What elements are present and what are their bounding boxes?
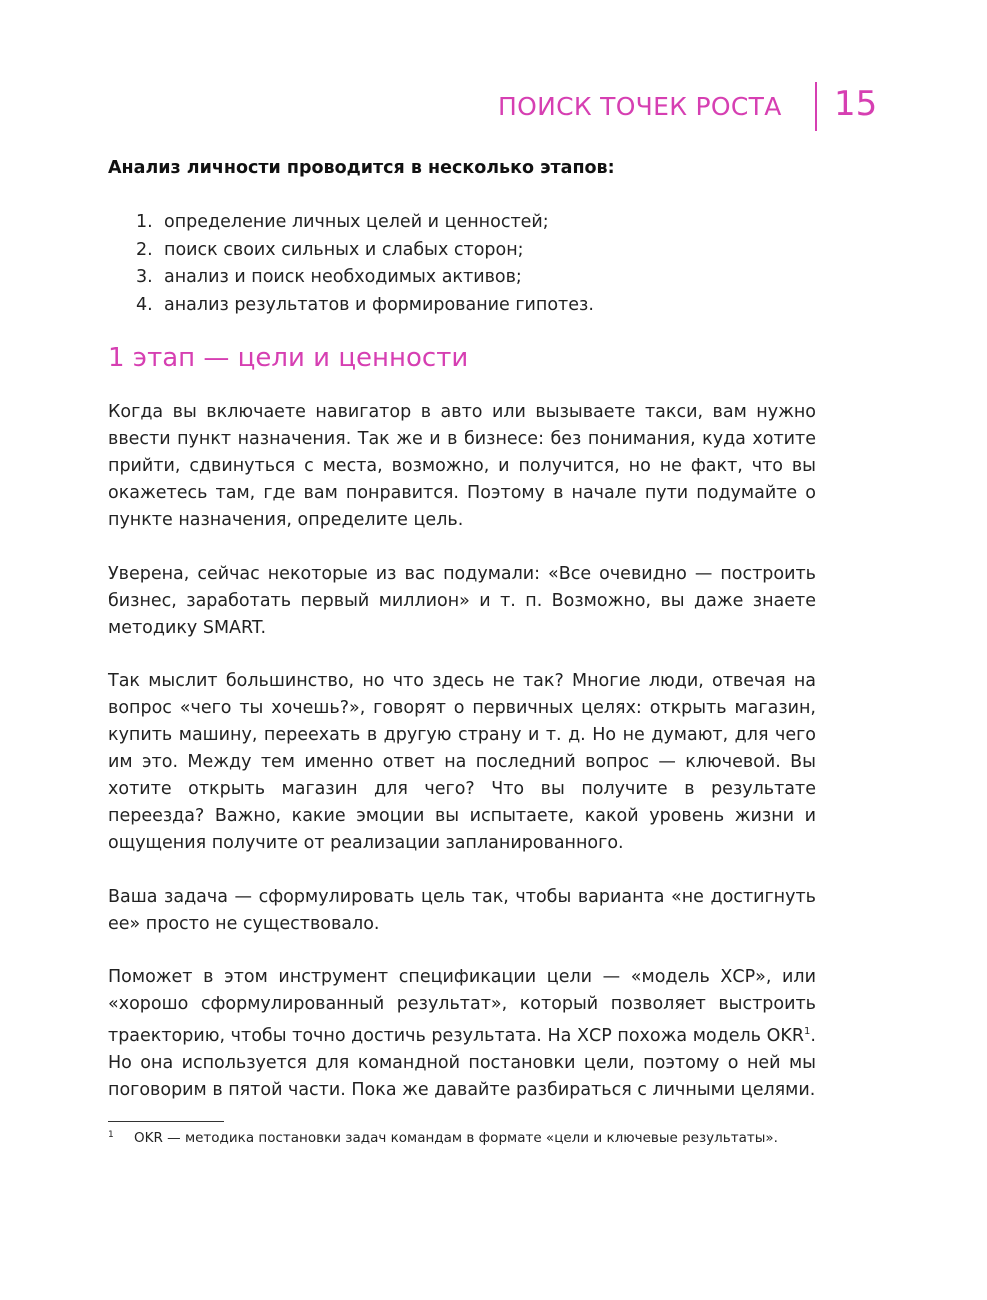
list-item	[136, 212, 696, 240]
footnote	[108, 1130, 828, 1146]
list-item-number: 1.	[136, 212, 153, 232]
list-item-text: анализ результатов и формирование гипотез.	[164, 294, 594, 315]
section-heading: 1 этап — цели и ценности	[108, 343, 469, 373]
footnote-reference[interactable]: 1	[804, 1026, 811, 1037]
paragraph-4: Ваша задача — сформулировать цель так, чтобы варианта «не достигнуть ее» просто не существовало.	[108, 887, 816, 934]
list-item-number: 2.	[136, 239, 153, 260]
page-number: 15	[834, 84, 878, 124]
header-divider	[815, 82, 817, 131]
footnote-mark: 1	[108, 1130, 114, 1140]
list-item	[136, 295, 696, 323]
footnote-text: OKR — методика постановки задач командам в формате «цели и ключевые результаты».	[134, 1130, 778, 1146]
paragraph-5-text-end: . Но она используется для командной постановки цели, поэтому о ней мы поговорим в пятой части. Пока же давайте разбираться с личными целями.	[108, 1025, 816, 1100]
list-item	[136, 267, 696, 295]
list-item-number: 4.	[136, 294, 153, 315]
list-item	[136, 240, 696, 268]
steps-list	[136, 212, 696, 322]
paragraph-1: Когда вы включаете навигатор в авто или вызываете такси, вам нужно ввести пункт назначения. Так же и в бизнесе: без понимания, куда хотите прийти, сдвинуться с места, возможно, и получится, но не факт, что вы окажетесь там, где вам понравится. Поэтому в начале пути подумайте о пункте назначения, определите цель.	[108, 402, 816, 530]
list-item-text: определение личных целей и ценностей;	[164, 212, 549, 232]
list-item-text: анализ и поиск необходимых активов;	[164, 267, 522, 287]
paragraph-2: Уверена, сейчас некоторые из вас подумали: «Все очевидно — построить бизнес, заработать первый миллион» и т. п. Возможно, вы даже знаете методику SMART.	[108, 564, 816, 638]
list-item-number: 3.	[136, 267, 153, 287]
list-item-text: поиск своих сильных и слабых сторон;	[164, 239, 524, 260]
footnote-divider	[108, 1121, 224, 1122]
paragraph-5	[108, 964, 816, 1104]
paragraph-3: Так мыслит большинство, но что здесь не так? Многие люди, отвечая на вопрос «чего ты хочешь?», говорят о первичных целях: открыть магазин, купить машину, переехать в другую страну и т. д. Но не думают, для чего им это. Между тем именно ответ на последний вопрос — ключевой. Вы хотите открыть магазин для чего? Что вы получите в результате переезда? Важно, какие эмоции вы испытаете, какой уровень жизни и ощущения получите от реализации запланированного.	[108, 671, 816, 853]
running-header-title: ПОИСК ТОЧЕК РОСТА	[498, 92, 782, 121]
intro-heading: Анализ личности проводится в несколько этапов:	[108, 158, 615, 178]
paragraph-5-text-start: Поможет в этом инструмент спецификации цели — «модель ХСР», или «хорошо сформулированный результат», который позволяет выстроить траекторию, чтобы точно достичь результата. На ХСР похожа модель OKR	[108, 967, 816, 1046]
